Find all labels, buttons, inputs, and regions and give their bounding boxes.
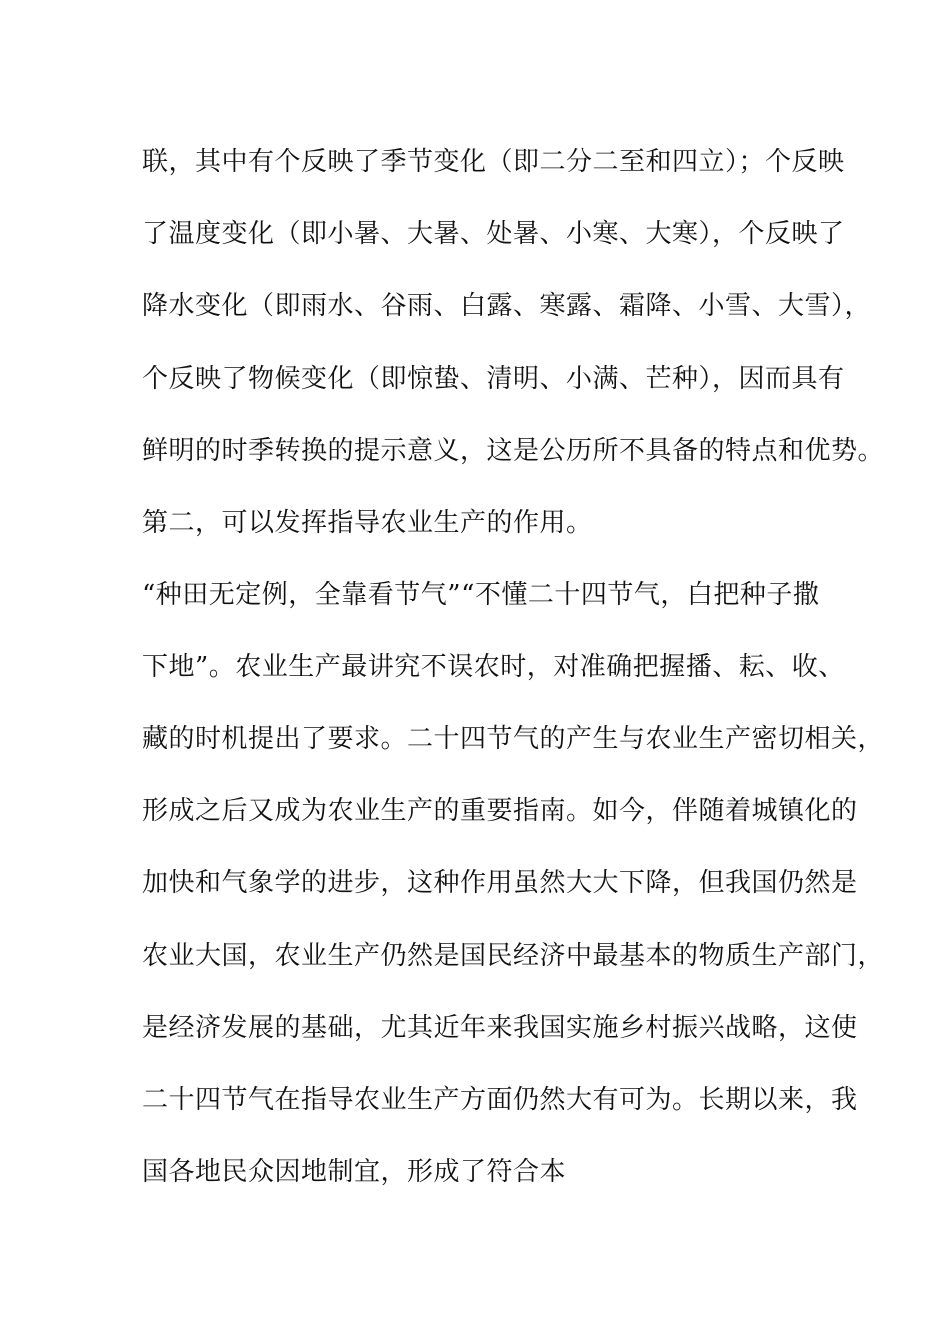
text-line: 藏的时机提出了要求。二十四节气的产生与农业生产密切相关，	[142, 724, 885, 754]
text-line: 国各地民众因地制宜，形成了符合本	[142, 1157, 567, 1187]
text-line: 联，其中有个反映了季节变化（即二分二至和四立）；个反映	[142, 147, 845, 177]
text-line: 是经济发展的基础，尤其近年来我国实施乡村振兴战略，这使	[142, 1013, 858, 1043]
text-line: 形成之后又成为农业生产的重要指南。如今，伴随着城镇化的	[142, 796, 858, 826]
text-line: 下地”。农业生产最讲究不误农时，对准确把握播、耘、收、	[142, 652, 845, 682]
text-line: 二十四节气在指导农业生产方面仍然大有可为。长期以来，我	[142, 1085, 858, 1115]
text-line: 农业大国，农业生产仍然是国民经济中最基本的物质生产部门，	[142, 941, 885, 971]
text-line: “种田无定例，全靠看节气”“不懂二十四节气，白把种子撒	[142, 580, 820, 610]
text-line: 个反映了物候变化（即惊蛰、清明、小满、芒种），因而具有	[142, 364, 845, 394]
text-line: 降水变化（即雨水、谷雨、白露、寒露、霜降、小雪、大雪），	[142, 291, 872, 321]
text-line: 加快和气象学的进步，这种作用虽然大大下降，但我国仍然是	[142, 868, 858, 898]
text-line: 了温度变化（即小暑、大暑、处暑、小寒、大寒），个反映了	[142, 219, 845, 249]
section-heading: 第二，可以发挥指导农业生产的作用。	[142, 508, 593, 538]
text-line: 鲜明的时季转换的提示意义，这是公历所不具备的特点和优势。	[142, 436, 885, 466]
